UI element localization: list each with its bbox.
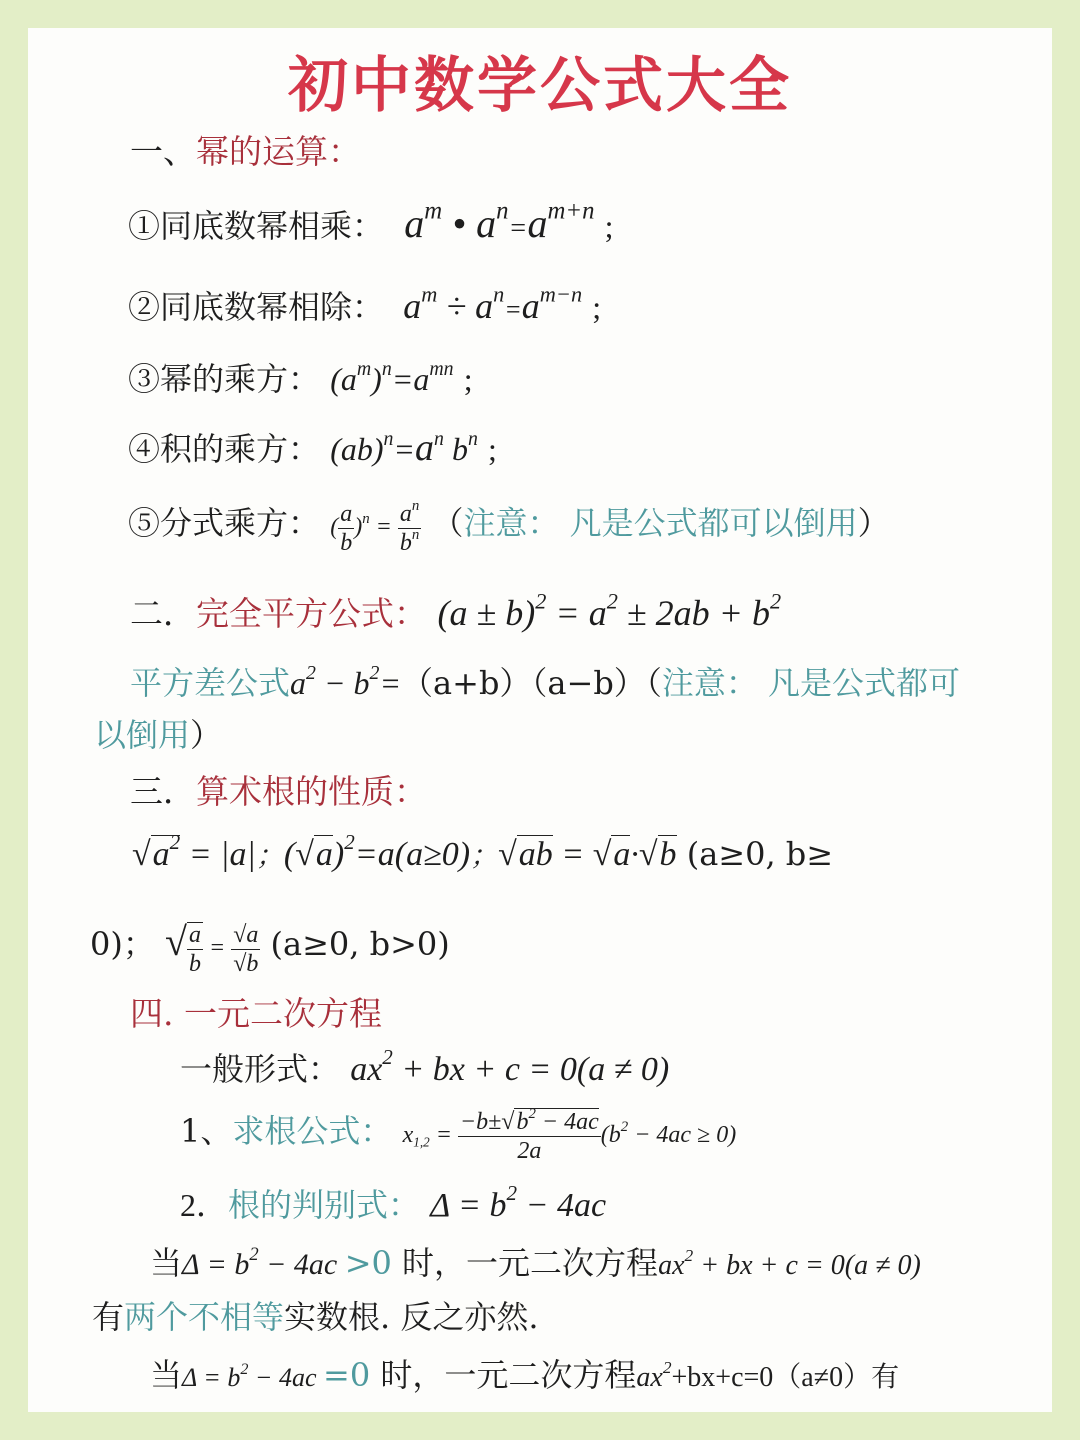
discriminant-row <box>180 1180 606 1226</box>
section-2-title: 完全平方公式： <box>196 594 427 633</box>
formula-3-label: ③幂的乘方： <box>128 360 321 398</box>
case1-mid: 时，一元二次方程 <box>402 1244 659 1282</box>
page-title: 初中数学公式大全 <box>288 51 792 121</box>
formula-3-expr: $(a^m)^n=a^{mn}$ <box>330 358 454 397</box>
case2-pre: 当 <box>150 1356 183 1394</box>
s2-note-line2: 以倒用 <box>94 716 191 754</box>
root-cond-1: (a≥0, b≥ <box>686 835 834 873</box>
section-2-heading <box>130 588 781 635</box>
discriminant-formula: $\Delta = b^2 - 4ac$ <box>430 1181 607 1224</box>
root-formula-row <box>180 1106 736 1163</box>
formula-2-expr: $a^m \div a^n=a^{m-n}$ <box>394 281 583 326</box>
case2-disc: $\Delta = b^2 - 4ac$ <box>182 1360 324 1392</box>
case1-l2-b: 两个不相等 <box>124 1298 285 1336</box>
note-close: ） <box>857 504 890 542</box>
general-form-formula: $ax^2$ + bx + c = 0(a ≠ 0) <box>350 1045 670 1088</box>
section-1-title: 幂的运算： <box>196 132 361 171</box>
case-zero-row <box>150 1350 899 1396</box>
section-4-heading: 四. 一元二次方程 <box>130 994 382 1033</box>
page <box>28 28 1052 1412</box>
formula-row-3: ③幂的乘方： $(a^m)^n=a^{mn}$ ; <box>128 358 473 398</box>
difference-of-squares <box>130 658 960 704</box>
case1-eq: $ax^2$ + bx + c = 0(a ≠ 0) <box>658 1245 921 1281</box>
section-1-heading <box>130 126 361 173</box>
formula-row-1: ①同底数幂相乘： $a^m$ • $a^n=a^{m+n}$ ; <box>128 197 614 246</box>
case2-cmp: =0 <box>323 1356 371 1394</box>
root-properties-row-2 <box>90 918 450 976</box>
section-3-heading <box>130 766 427 813</box>
root-formulas: $√a^2 = |a|$；$(√a)^2=a(a\ge 0)$；√ab = √a·√b <box>132 830 677 873</box>
section-3-prefix: 三． <box>130 772 196 811</box>
case2-eq-lead: $ax^2$ <box>636 1357 672 1393</box>
s2-note-line1: 注意： 凡是公式都可 <box>661 664 961 702</box>
case1-cmp: >0 <box>344 1244 392 1282</box>
case2-tail: +bx+c=0（a≠0）有 <box>671 1362 900 1393</box>
case1-l2-a: 有 <box>92 1298 125 1336</box>
formula-1-expr: $a^m$ • $a^n=a^{m+n}$ <box>394 197 595 246</box>
note-text: 注意： 凡是公式都可以倒用 <box>463 504 858 542</box>
general-form-label: 一般形式： <box>180 1050 341 1088</box>
formula-5-expr: ( $\frac{a}{b}$ )$^n$ = $\frac{a^n}{b^n}$ <box>330 497 420 556</box>
formula-1-label: ①同底数幂相乘： <box>128 207 385 245</box>
case2-mid: 时，一元二次方程 <box>380 1356 637 1394</box>
diff-rhs: （a+b）（a−b） <box>401 664 646 702</box>
section-3-title: 算术根的性质： <box>196 772 427 811</box>
section-1-prefix: 一、 <box>130 132 196 171</box>
disc-prefix: 2． <box>180 1187 229 1223</box>
formula-row-2: ②同底数幂相除： $a^m \div a^n=a^{m-n}$ ; <box>128 281 602 326</box>
disc-label: 根的判别式： <box>228 1186 421 1224</box>
formula-2-label: ②同底数幂相除： <box>128 288 385 326</box>
case1-disc: $\Delta = b^2 - 4ac$ <box>182 1244 345 1281</box>
root-cond-2: (a≥0, b>0) <box>270 925 450 963</box>
diff-label: 平方差公式 <box>130 664 291 702</box>
formula-row-5 <box>128 498 890 555</box>
case1-l2-c: 实数根. 反之亦然. <box>284 1298 539 1336</box>
root-quotient-formula: √ $\frac{a}{b}$ = $\frac{√a}{√b}$ <box>165 919 259 978</box>
formula-5-label: ⑤分式乘方： <box>128 504 321 542</box>
formula-row-4: ④积的乘方： $(ab)^n=a^n$ $b^n$ ; <box>128 427 497 469</box>
perfect-square-formula: $(a \pm b)^2 = a^2 \pm 2ab + b^2$ <box>437 588 782 633</box>
general-form-row <box>180 1044 669 1090</box>
root-cond-1-end: 0)； <box>90 925 155 963</box>
root-formula-label: 求根公式： <box>232 1112 393 1150</box>
note-open: （ <box>431 504 464 542</box>
quadratic-formula: $x_{1,2}$ = $\frac{-b\pm√b^2 - 4ac}{2a}$ $(b^2 - 4ac \ge 0)$ <box>402 1105 737 1164</box>
case1-pre: 当 <box>150 1244 183 1282</box>
s2-note-open: （ <box>645 664 662 702</box>
diff-formula: $a^2 - b^2=$ <box>290 662 402 701</box>
case-positive-row-cont <box>92 1292 539 1338</box>
root-formula-prefix: 1、 <box>180 1112 233 1150</box>
formula-4-expr: $(ab)^n=a^n$ $b^n$ <box>330 427 478 469</box>
s2-note-close: ） <box>190 716 223 754</box>
formula-4-label: ④积的乘方： <box>128 430 321 468</box>
case-positive-row <box>150 1238 921 1284</box>
root-properties-row-1 <box>132 830 834 874</box>
difference-of-squares-cont <box>94 710 222 756</box>
section-2-prefix: 二． <box>130 594 196 633</box>
